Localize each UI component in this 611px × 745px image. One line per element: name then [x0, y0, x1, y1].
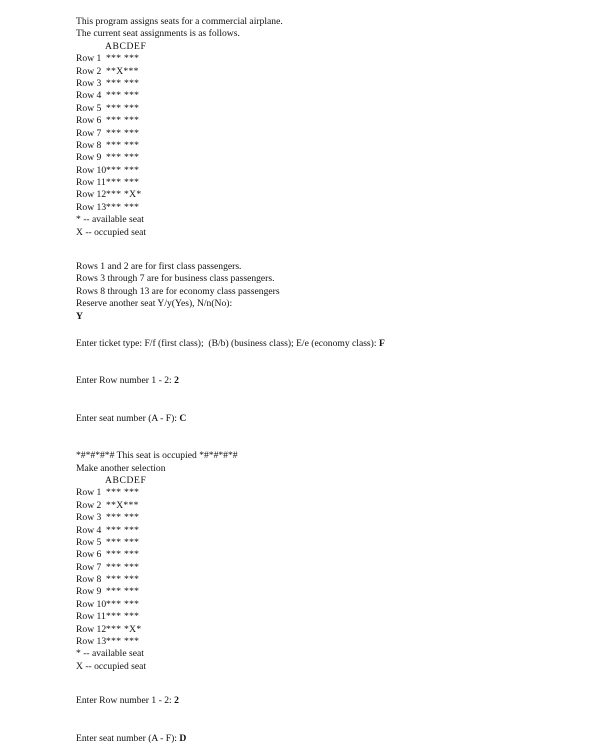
seat-row [76, 103, 596, 115]
row-seats: *** *** [106, 201, 140, 213]
row-label: Row 3 [76, 77, 102, 89]
prompt-answer: 2 [174, 695, 179, 707]
prompt-text: Enter seat number (A - F): [76, 732, 180, 744]
row-seats: *** *X* [106, 189, 142, 201]
seat-row [76, 165, 596, 177]
row-label: Row 6 [76, 549, 102, 561]
row-number-prompt [76, 375, 596, 387]
prompt-answer: D [179, 732, 187, 744]
legend-available: * -- available seat [76, 214, 144, 226]
row-label: Row 6 [76, 115, 102, 127]
row-label: Row 4 [76, 524, 102, 536]
row-seats: *** *** [106, 536, 140, 548]
row-label: Row 7 [76, 127, 102, 139]
seat-row [76, 636, 596, 648]
row-label: Row 5 [76, 536, 102, 548]
prompt-text: Enter Row number 1 - 2: [76, 375, 175, 387]
row-label: Row 10 [76, 598, 107, 610]
seat-row [76, 140, 596, 152]
row-label: Row 10 [76, 164, 107, 176]
row-seats: *** *** [106, 90, 140, 102]
row-seats: *** *** [106, 561, 140, 573]
row-label: Row 11 [76, 177, 106, 189]
row-seats: *** *** [106, 549, 140, 561]
row-seats: *** *** [106, 512, 140, 524]
legend-available: * -- available seat [76, 648, 144, 660]
row-label: Row 4 [76, 90, 102, 102]
seat-row [76, 549, 596, 561]
row-label: Row 2 [76, 65, 102, 77]
row-seats: *** *** [106, 487, 140, 499]
prompt-text: Enter seat number (A - F): [76, 412, 180, 424]
row-label: Row 12 [76, 623, 107, 635]
row-seats: *** *** [106, 164, 140, 176]
seat-row [76, 202, 596, 214]
row-label: Row 13 [76, 201, 107, 213]
seat-row [76, 128, 596, 140]
row-label: Row 8 [76, 574, 102, 586]
row-number-prompt [76, 695, 596, 707]
row-seats: *** *** [106, 102, 140, 114]
row-label: Row 3 [76, 512, 102, 524]
seat-map-2 [76, 475, 596, 673]
row-label: Row 12 [76, 189, 107, 201]
row-label: Row 7 [76, 561, 102, 573]
seat-row [76, 78, 596, 90]
seat-row [76, 562, 596, 574]
seat-row [76, 586, 596, 598]
info-line-3: Rows 8 through 13 are for economy class passengers [76, 285, 280, 297]
seat-row [76, 152, 596, 164]
prompt-text: Enter Row number 1 - 2: [76, 695, 175, 707]
row-seats: *** *** [106, 77, 140, 89]
row-label: Row 9 [76, 586, 102, 598]
seat-map-header: ABCDEF [105, 40, 147, 52]
seat-row [76, 500, 596, 512]
seat-row [76, 525, 596, 537]
seat-map-header: ABCDEF [105, 474, 147, 486]
occupied-message: *#*#*#*# This seat is occupied *#*#*#*# [76, 450, 238, 462]
row-seats: *** *** [106, 598, 140, 610]
row-seats: **X*** [106, 499, 139, 511]
seat-row [76, 624, 596, 636]
row-label: Row 9 [76, 152, 102, 164]
seat-row [76, 90, 596, 102]
row-label: Row 13 [76, 636, 107, 648]
seat-row [76, 599, 596, 611]
row-label: Row 1 [76, 487, 102, 499]
seat-row [76, 487, 596, 499]
info-line-2: Rows 3 through 7 are for business class passengers. [76, 273, 275, 285]
row-seats: *** *** [106, 139, 140, 151]
row-label: Row 8 [76, 139, 102, 151]
seat-row [76, 53, 596, 65]
row-seats: *** *X* [106, 623, 142, 635]
row-label: Row 11 [76, 611, 106, 623]
row-seats: *** *** [106, 636, 140, 648]
make-another-selection: Make another selection [76, 462, 166, 474]
row-label: Row 1 [76, 53, 102, 65]
row-seats: *** *** [106, 127, 140, 139]
row-seats: *** *** [106, 574, 140, 586]
row-seats: *** *** [106, 53, 140, 65]
row-seats: *** *** [106, 152, 140, 164]
seat-row [76, 537, 596, 549]
reserve-answer: Y [76, 310, 83, 322]
seat-row [76, 574, 596, 586]
reserve-prompt: Reserve another seat Y/y(Yes), N/n(No): [76, 298, 233, 310]
info-line-1: Rows 1 and 2 are for first class passengers. [76, 261, 242, 273]
row-seats: *** *** [106, 586, 140, 598]
prompt-text: Enter ticket type: F/f (first class); (B/b) (business class); E/e (economy class): [76, 337, 379, 349]
row-seats: *** *** [106, 611, 140, 623]
seat-number-prompt [76, 733, 596, 745]
seat-row [76, 189, 596, 201]
legend-occupied: X -- occupied seat [76, 660, 147, 672]
row-seats: *** *** [106, 524, 140, 536]
row-seats: **X*** [106, 65, 139, 77]
legend-occupied: X -- occupied seat [76, 226, 147, 238]
seat-row [76, 177, 596, 189]
ticket-type-prompt [76, 338, 596, 350]
prompt-answer: C [179, 412, 187, 424]
row-label: Row 5 [76, 102, 102, 114]
intro-line-2: The current seat assignments is as follows. [76, 28, 240, 40]
seat-row [76, 115, 596, 127]
seat-map-1 [76, 41, 596, 239]
prompt-answer: 2 [174, 375, 179, 387]
seat-row [76, 512, 596, 524]
seat-number-prompt [76, 413, 596, 425]
intro-line-1: This program assigns seats for a commercial airplane. [76, 16, 283, 27]
console-output [76, 16, 596, 745]
prompt-answer: F [378, 337, 385, 349]
row-label: Row 2 [76, 499, 102, 511]
seat-row [76, 66, 596, 78]
seat-row [76, 611, 596, 623]
row-seats: *** *** [106, 115, 140, 127]
row-seats: *** *** [106, 177, 140, 189]
